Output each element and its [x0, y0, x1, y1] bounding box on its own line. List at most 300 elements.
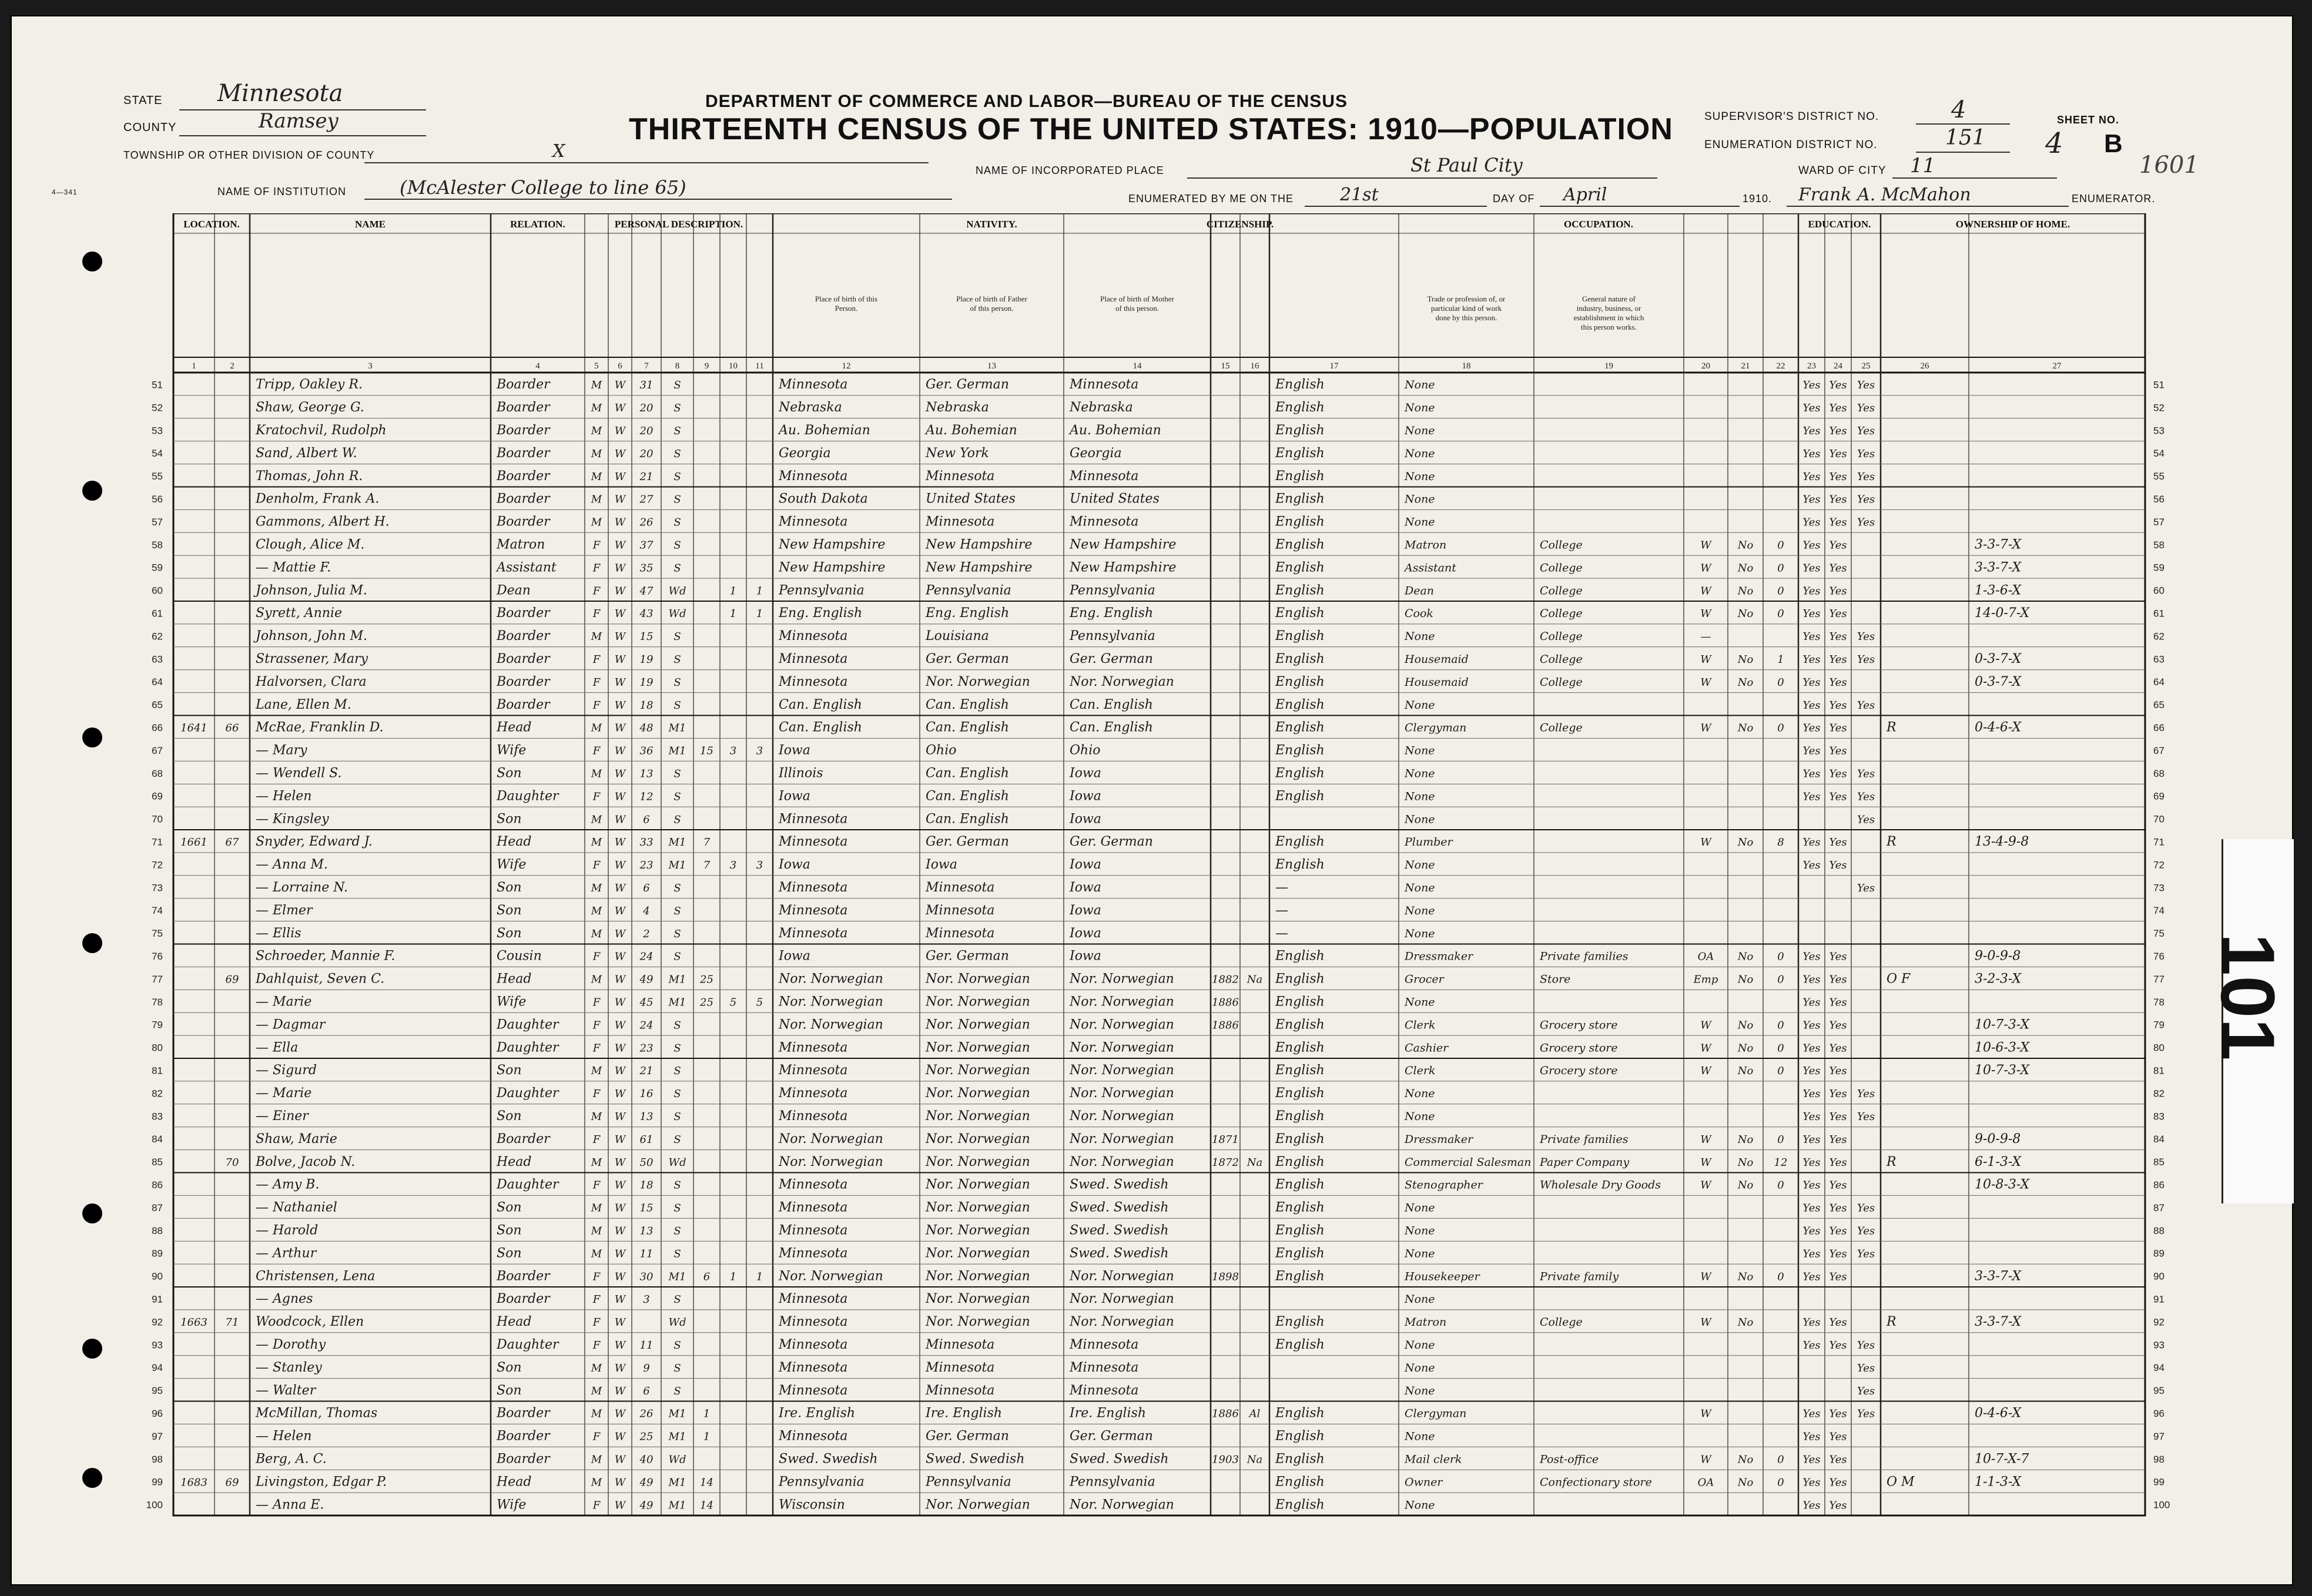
cell-weeks: 0: [1777, 1476, 1784, 1489]
cell-marital: M1: [668, 1499, 686, 1512]
cell-race: W: [614, 585, 626, 598]
cell-write: Yes: [1829, 1225, 1847, 1238]
cell-years: 15: [700, 745, 713, 757]
cell-race: W: [614, 676, 626, 689]
cell-mother: Nor. Norwegian: [1070, 1131, 1174, 1146]
line-number-right: 83: [2153, 1111, 2164, 1122]
cell-sex: M: [591, 470, 602, 483]
cell-language: English: [1275, 1451, 1325, 1467]
line-number-right: 86: [2153, 1179, 2164, 1191]
column-group-heading: OCCUPATION.: [1564, 219, 1633, 230]
cell-sex: F: [592, 1088, 601, 1101]
cell-family: 69: [225, 1476, 239, 1489]
line-number-left: 85: [152, 1156, 163, 1168]
cell-relation: Boarder: [497, 491, 550, 507]
cell-school: Yes: [1857, 699, 1875, 712]
cell-write: Yes: [1829, 1407, 1847, 1420]
cell-out: No: [1737, 722, 1754, 735]
cell-trade: None: [1405, 904, 1435, 917]
line-number-left: 51: [152, 379, 163, 391]
column-subheading: Place of birth of Mother of this person.: [1100, 294, 1174, 313]
cell-father: Iowa: [926, 857, 957, 873]
cell-farm: 13-4-9-8: [1975, 834, 2029, 850]
cell-age: 21: [639, 470, 654, 483]
cell-school: Yes: [1857, 470, 1875, 483]
cell-name: Thomas, John R.: [256, 468, 363, 484]
column-number: 5: [594, 361, 599, 371]
cell-marital: S: [674, 950, 681, 963]
line-number-left: 90: [152, 1270, 163, 1282]
cell-mother: Iowa: [1070, 903, 1101, 918]
cell-relation: Assistant: [497, 560, 557, 575]
cell-father: Eng. English: [926, 606, 1010, 621]
cell-born: 3: [729, 859, 737, 872]
cell-read: Yes: [1802, 1453, 1821, 1466]
cell-years: 7: [703, 836, 711, 849]
line-number-right: 75: [2153, 928, 2164, 940]
cell-mother: Nor. Norwegian: [1070, 1497, 1174, 1513]
cell-language: English: [1275, 1131, 1325, 1146]
cell-farm: 10-7-3-X: [1975, 1017, 2030, 1032]
column-number: 17: [1329, 361, 1339, 371]
cell-language: —: [1275, 880, 1288, 896]
cell-language: English: [1275, 629, 1325, 644]
cell-sex: M: [591, 1453, 602, 1466]
cell-age: 20: [639, 447, 654, 460]
cell-name: — Mattie F.: [256, 560, 331, 575]
cell-relation: Son: [497, 880, 522, 896]
line-number-left: 77: [152, 973, 163, 985]
cell-age: 36: [639, 745, 654, 757]
cell-language: English: [1275, 1200, 1325, 1215]
cell-mother: Nor. Norwegian: [1070, 1292, 1174, 1307]
cell-birth: Minnesota: [779, 1109, 848, 1124]
line-number-right: 66: [2153, 722, 2164, 733]
column-number: 10: [729, 361, 738, 371]
cell-trade: None: [1405, 1293, 1435, 1306]
cell-mother: Ger. German: [1070, 834, 1153, 850]
cell-school: Yes: [1857, 1248, 1875, 1260]
cell-name: — Nathaniel: [256, 1200, 337, 1215]
cell-relation: Head: [497, 1474, 532, 1490]
cell-birth: Nor. Norwegian: [779, 1154, 883, 1169]
cell-sex: M: [591, 1156, 602, 1169]
cell-born: 5: [729, 996, 737, 1009]
cell-father: Nor. Norwegian: [926, 1497, 1030, 1513]
cell-mother: Ger. German: [1070, 1429, 1153, 1444]
cell-write: Yes: [1829, 1202, 1847, 1215]
line-number-left: 93: [152, 1339, 163, 1351]
cell-father: Minnesota: [926, 514, 995, 529]
cell-name: Halvorsen, Clara: [256, 674, 367, 689]
cell-write: Yes: [1829, 1316, 1847, 1329]
cell-age: 19: [639, 676, 654, 689]
cell-write: Yes: [1829, 562, 1847, 575]
cell-emp: OA: [1697, 1476, 1714, 1489]
cell-relation: Son: [497, 903, 522, 918]
cell-school: Yes: [1857, 1225, 1875, 1238]
cell-write: Yes: [1829, 676, 1847, 689]
cell-birth: South Dakota: [779, 491, 868, 507]
cell-read: Yes: [1802, 950, 1821, 963]
cell-birth: New Hampshire: [779, 560, 886, 575]
cell-language: English: [1275, 1086, 1325, 1101]
cell-trade: None: [1405, 1247, 1435, 1260]
column-number: 18: [1462, 361, 1471, 371]
cell-race: W: [614, 1088, 626, 1101]
cell-age: 13: [639, 767, 654, 780]
line-number-left: 82: [152, 1088, 163, 1099]
column-group-heading: LOCATION.: [183, 219, 240, 230]
census-title: THIRTEENTH CENSUS OF THE UNITED STATES: 1910—POPULATION: [629, 112, 1673, 146]
cell-school: Yes: [1857, 882, 1875, 895]
cell-age: 25: [639, 1430, 654, 1443]
cell-write: Yes: [1829, 1499, 1847, 1512]
cell-sex: F: [592, 996, 601, 1009]
cell-farm: 0-3-7-X: [1975, 674, 2022, 689]
cell-sex: F: [592, 1270, 601, 1283]
cell-race: W: [614, 950, 626, 963]
cell-age: 49: [639, 1499, 654, 1512]
cell-write: Yes: [1829, 950, 1847, 963]
cell-farm: 3-2-3-X: [1975, 971, 2022, 987]
cell-birth: Minnesota: [779, 674, 848, 689]
cell-father: Ohio: [926, 743, 957, 758]
column-subheading: General nature of industry, business, or establishment in which this person works.: [1573, 294, 1644, 331]
cell-name: Denholm, Frank A.: [256, 491, 380, 507]
line-number-right: 81: [2153, 1065, 2164, 1077]
cell-out: No: [1737, 1476, 1754, 1489]
cell-race: W: [614, 447, 626, 460]
cell-read: Yes: [1802, 493, 1821, 506]
cell-birth: Nor. Norwegian: [779, 994, 883, 1010]
cell-mother: Iowa: [1070, 948, 1101, 964]
cell-language: English: [1275, 857, 1325, 873]
cell-language: English: [1275, 1040, 1325, 1055]
cell-relation: Boarder: [497, 468, 550, 484]
cell-age: 37: [639, 539, 654, 552]
line-number-left: 70: [152, 813, 163, 825]
cell-nat: Al: [1249, 1407, 1261, 1420]
cell-birth: Minnesota: [779, 1337, 848, 1353]
line-number-left: 68: [152, 767, 163, 779]
cell-read: Yes: [1802, 585, 1821, 598]
cell-language: English: [1275, 697, 1325, 712]
cell-trade: None: [1405, 790, 1435, 803]
supervisor-label: SUPERVISOR'S DISTRICT NO.: [1704, 110, 1879, 123]
column-number: 22: [1776, 361, 1785, 371]
cell-mother: Pennsylvania: [1070, 629, 1155, 644]
cell-relation: Wife: [497, 1497, 527, 1513]
cell-read: Yes: [1802, 722, 1821, 735]
cell-age: 15: [639, 631, 654, 643]
cell-mother: Swed. Swedish: [1070, 1451, 1169, 1467]
cell-father: Nor. Norwegian: [926, 1017, 1030, 1032]
cell-age: 15: [639, 1202, 654, 1215]
line-number-right: 98: [2153, 1453, 2164, 1465]
cell-relation: Cousin: [497, 948, 542, 964]
cell-emp: W: [1700, 1156, 1711, 1169]
cell-language: English: [1275, 514, 1325, 529]
cell-farm: 3-3-7-X: [1975, 560, 2022, 575]
cell-father: Can. English: [926, 720, 1009, 735]
institution-label: NAME OF INSTITUTION: [217, 186, 346, 197]
cell-imm: 1903: [1212, 1453, 1239, 1466]
column-number: 1: [192, 361, 196, 371]
cell-name: — Helen: [256, 1429, 312, 1444]
cell-name: — Ella: [256, 1040, 299, 1055]
cell-marital: S: [674, 470, 681, 483]
cell-relation: Boarder: [497, 1131, 550, 1146]
cell-read: Yes: [1802, 676, 1821, 689]
cell-write: Yes: [1829, 1065, 1847, 1078]
cell-sex: F: [592, 653, 601, 666]
cell-marital: M1: [668, 745, 686, 757]
line-number-left: 99: [152, 1476, 163, 1488]
cell-name: Clough, Alice M.: [256, 537, 365, 552]
cell-trade: Clerk: [1405, 1064, 1436, 1078]
cell-read: Yes: [1802, 767, 1821, 780]
cell-race: W: [614, 722, 626, 735]
cell-read: Yes: [1802, 1339, 1821, 1352]
cell-race: W: [614, 562, 626, 575]
binder-hole: [82, 933, 102, 953]
cell-trade: Dean: [1405, 584, 1435, 598]
cell-imm: 1898: [1212, 1270, 1239, 1283]
line-number-left: 94: [152, 1362, 163, 1374]
day-of-label: DAY OF: [1493, 193, 1535, 204]
cell-read: Yes: [1802, 699, 1821, 712]
column-number: 8: [675, 361, 680, 371]
cell-birth: Minnesota: [779, 926, 848, 941]
line-number-left: 96: [152, 1407, 163, 1419]
cell-write: Yes: [1829, 1156, 1847, 1169]
cell-language: English: [1275, 1246, 1325, 1261]
cell-race: W: [614, 836, 626, 849]
cell-age: 3: [643, 1293, 650, 1306]
cell-trade: Plumber: [1405, 836, 1453, 849]
cell-trade: None: [1405, 859, 1435, 872]
cell-father: Swed. Swedish: [926, 1451, 1025, 1467]
line-number-right: 67: [2153, 745, 2164, 756]
cell-nat: Na: [1247, 973, 1263, 986]
cell-relation: Boarder: [497, 652, 550, 667]
cell-marital: Wd: [668, 585, 686, 598]
line-number-right: 58: [2153, 539, 2164, 551]
cell-trade: Owner: [1405, 1476, 1443, 1489]
cell-marital: S: [674, 1384, 681, 1397]
ward-label: WARD OF CITY: [1798, 165, 1887, 177]
cell-language: English: [1275, 1017, 1325, 1032]
cell-relation: Boarder: [497, 606, 550, 621]
line-number-right: 72: [2153, 859, 2164, 871]
cell-industry: College: [1540, 607, 1583, 621]
cell-marital: M1: [668, 973, 686, 986]
cell-write: Yes: [1829, 631, 1847, 643]
cell-emp: W: [1700, 1133, 1711, 1146]
cell-trade: None: [1405, 881, 1435, 895]
cell-industry: Confectionary store: [1540, 1476, 1652, 1489]
cell-sex: M: [591, 1111, 602, 1124]
cell-language: English: [1275, 994, 1325, 1010]
cell-mother: Nor. Norwegian: [1070, 1040, 1174, 1055]
column-group-heading: CITIZENSHIP.: [1206, 219, 1274, 230]
cell-race: W: [614, 699, 626, 712]
cell-read: Yes: [1802, 1156, 1821, 1169]
line-number-right: 82: [2153, 1088, 2164, 1099]
cell-age: 24: [639, 950, 654, 963]
cell-name: — Sigurd: [256, 1063, 317, 1078]
cell-farm: 3-3-7-X: [1975, 537, 2022, 552]
cell-name: Gammons, Albert H.: [256, 514, 390, 529]
cell-emp: W: [1700, 1179, 1711, 1192]
line-number-left: 83: [152, 1111, 163, 1122]
cell-years: 25: [700, 973, 713, 986]
cell-sex: M: [591, 1202, 602, 1215]
cell-years: 6: [703, 1270, 711, 1283]
cell-nat: Na: [1247, 1156, 1263, 1169]
cell-out: No: [1737, 1065, 1754, 1078]
cell-school: Yes: [1857, 425, 1875, 438]
cell-read: Yes: [1802, 562, 1821, 575]
cell-mother: Nor. Norwegian: [1070, 971, 1174, 987]
cell-industry: Grocery store: [1540, 1064, 1618, 1078]
cell-sex: F: [592, 608, 601, 621]
cell-school: Yes: [1857, 767, 1875, 780]
cell-out: No: [1737, 1179, 1754, 1192]
cell-race: W: [614, 1065, 626, 1078]
cell-language: English: [1275, 1154, 1325, 1169]
cell-sex: F: [592, 699, 601, 712]
cell-birth: Minnesota: [779, 1223, 848, 1238]
cell-write: Yes: [1829, 699, 1847, 712]
cell-father: New York: [926, 445, 989, 461]
cell-read: Yes: [1802, 1019, 1821, 1032]
cell-birth: Iowa: [779, 743, 810, 758]
cell-age: 18: [639, 699, 654, 712]
cell-age: 33: [639, 836, 654, 849]
cell-sex: M: [591, 1407, 602, 1420]
cell-birth: Minnesota: [779, 903, 848, 918]
line-number-right: 88: [2153, 1225, 2164, 1236]
cell-read: Yes: [1802, 447, 1821, 460]
cell-language: English: [1275, 948, 1325, 964]
cell-mother: New Hampshire: [1070, 537, 1177, 552]
line-number-right: 53: [2153, 425, 2164, 437]
cell-father: Minnesota: [926, 880, 995, 896]
cell-relation: Son: [497, 1109, 522, 1124]
cell-mother: Nor. Norwegian: [1070, 1086, 1174, 1101]
cell-sex: F: [592, 1042, 601, 1055]
cell-name: McMillan, Thomas: [256, 1406, 378, 1421]
cell-own: R: [1887, 1154, 1896, 1169]
cell-race: W: [614, 1248, 626, 1260]
line-number-left: 62: [152, 631, 163, 642]
cell-age: 19: [639, 653, 654, 666]
cell-age: 45: [639, 996, 654, 1009]
cell-trade: None: [1405, 470, 1435, 483]
cell-write: Yes: [1829, 836, 1847, 849]
line-number-left: 54: [152, 448, 163, 460]
cell-farm: 10-8-3-X: [1975, 1177, 2030, 1192]
cell-write: Yes: [1829, 859, 1847, 872]
cell-birth: Minnesota: [779, 1383, 848, 1398]
cell-farm: 0-4-6-X: [1975, 1406, 2022, 1421]
line-number-right: 80: [2153, 1042, 2164, 1054]
cell-trade: None: [1405, 995, 1435, 1009]
cell-read: Yes: [1802, 1111, 1821, 1124]
cell-birth: Minnesota: [779, 1315, 848, 1330]
cell-relation: Son: [497, 1246, 522, 1261]
cell-industry: College: [1540, 653, 1583, 666]
cell-name: McRae, Franklin D.: [256, 720, 384, 735]
cell-marital: S: [674, 1111, 681, 1124]
cell-language: English: [1275, 789, 1325, 804]
cell-out: No: [1737, 973, 1754, 986]
cell-birth: Minnesota: [779, 1246, 848, 1261]
cell-born: 1: [729, 585, 737, 598]
cell-weeks: 0: [1777, 1270, 1784, 1283]
cell-age: 13: [639, 1225, 654, 1238]
cell-marital: S: [674, 1042, 681, 1055]
supervisor-value: 4: [1951, 96, 1966, 123]
cell-farm: 10-7-X-7: [1975, 1451, 2029, 1467]
cell-sex: F: [592, 539, 601, 552]
cell-name: — Elmer: [256, 903, 313, 918]
line-number-right: 84: [2153, 1134, 2164, 1145]
cell-language: English: [1275, 468, 1325, 484]
cell-father: Louisiana: [926, 629, 989, 644]
line-number-right: 70: [2153, 813, 2164, 825]
cell-out: No: [1737, 653, 1754, 666]
cell-marital: S: [674, 1293, 681, 1306]
cell-emp: W: [1700, 1065, 1711, 1078]
cell-sex: F: [592, 859, 601, 872]
cell-age: 49: [639, 1476, 654, 1489]
cell-age: 35: [639, 562, 654, 575]
cell-marital: S: [674, 1202, 681, 1215]
column-number: 21: [1741, 361, 1750, 371]
cell-read: Yes: [1802, 790, 1821, 803]
cell-sex: F: [592, 1499, 601, 1512]
cell-read: Yes: [1802, 1499, 1821, 1512]
cell-sex: M: [591, 882, 602, 895]
cell-relation: Boarder: [497, 423, 550, 438]
cell-race: W: [614, 859, 626, 872]
line-number-left: 95: [152, 1385, 163, 1397]
cell-nat: Na: [1247, 1453, 1263, 1466]
cell-trade: None: [1405, 1201, 1435, 1215]
cell-name: — Lorraine N.: [256, 880, 349, 896]
cell-age: 40: [639, 1453, 654, 1466]
cell-read: Yes: [1802, 973, 1821, 986]
cell-imm: 1882: [1212, 973, 1239, 986]
cell-trade: None: [1405, 378, 1435, 392]
cell-living: 3: [756, 859, 763, 872]
cell-birth: Wisconsin: [779, 1497, 845, 1513]
cell-born: 3: [729, 745, 737, 757]
cell-weeks: 0: [1777, 973, 1784, 986]
cell-marital: Wd: [668, 608, 686, 621]
cell-write: Yes: [1829, 493, 1847, 506]
cell-race: W: [614, 402, 626, 415]
line-number-right: 96: [2153, 1407, 2164, 1419]
column-group-heading: NATIVITY.: [966, 219, 1017, 230]
cell-mother: Ohio: [1070, 743, 1101, 758]
cell-sex: M: [591, 1384, 602, 1397]
cell-sex: F: [592, 1339, 601, 1352]
cell-out: No: [1737, 1270, 1754, 1283]
